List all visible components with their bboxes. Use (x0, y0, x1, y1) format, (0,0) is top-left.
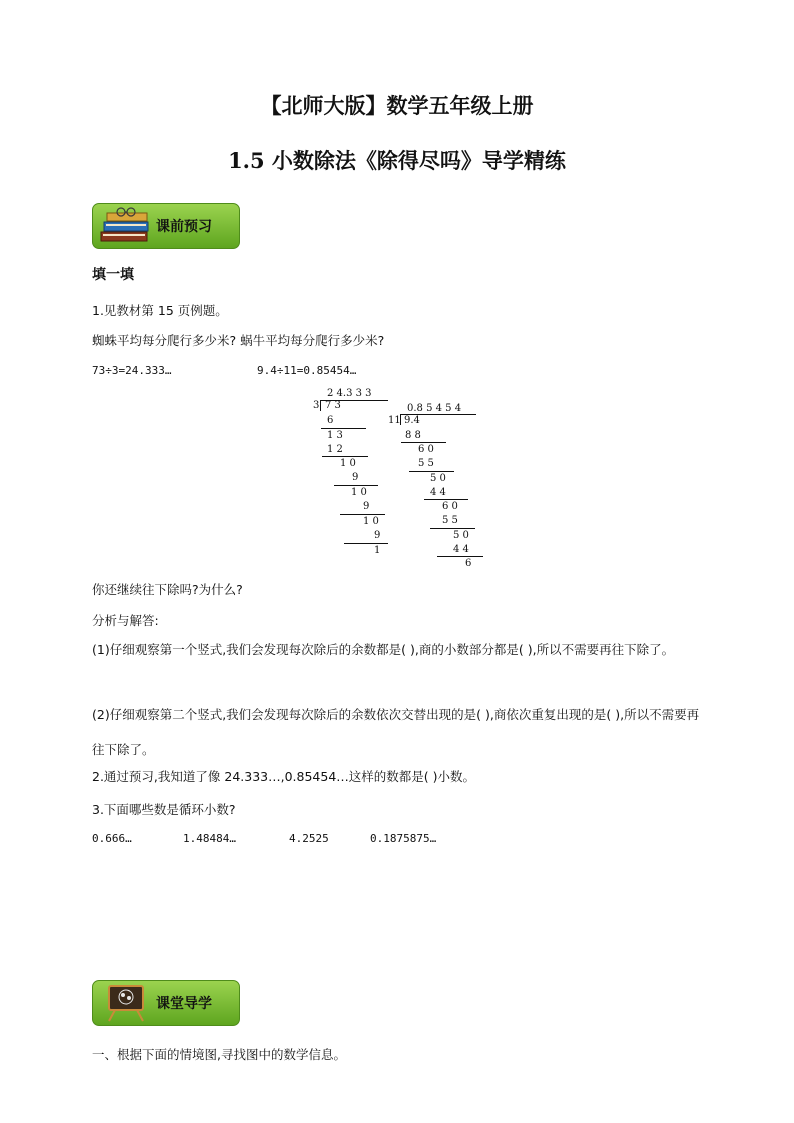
books-icon (99, 207, 155, 245)
ld1-row: 6 (327, 415, 334, 426)
number-item: 4.2525 (289, 832, 329, 845)
analysis-2: (2)仔细观察第二个竖式,我们会发现每次除后的余数依次交替出现的是( ),商依次重复出现的是( ),所以不需要再往下除了。 (92, 707, 700, 757)
ld1-line (340, 514, 385, 515)
ld1-dividend: 7 3 (325, 400, 341, 411)
ld1-row: 1 3 (327, 430, 343, 441)
classroom-badge (92, 980, 240, 1026)
ld2-dividend: 9.4 (404, 415, 420, 426)
ld1-row: 1 0 (363, 516, 379, 527)
analysis-1: (1)仔细观察第一个竖式,我们会发现每次除后的余数都是( ),商的小数部分都是( ),所以不需要再往下除了。 (92, 642, 675, 657)
page-subtitle: 1.5 小数除法《除得尽吗》导学精练 (228, 148, 566, 173)
ld2-row: 6 0 (418, 444, 434, 455)
ld1-row: 9 (352, 472, 359, 483)
ld2-divisor: 11 (388, 415, 401, 426)
ld2-row: 4 4 (453, 544, 469, 555)
equation-2: 9.4÷11=0.85454… (257, 364, 357, 377)
ld2-line (409, 471, 454, 472)
number-item: 0.666… (92, 832, 132, 845)
ld2-line (430, 528, 475, 529)
ld1-line (344, 543, 388, 544)
ld1-quotient: 2 4.3 3 3 (327, 388, 372, 399)
classroom-badge-label: 课堂导学 (156, 996, 212, 1012)
ld1-divisor: 3 (313, 400, 320, 411)
number-item: 0.1875875… (370, 832, 437, 845)
analysis-heading: 分析与解答: (92, 613, 159, 628)
question-3: 3.下面哪些数是循环小数? (92, 802, 236, 817)
number-item: 1.48484… (183, 832, 236, 845)
ld2-row: 6 (465, 558, 472, 569)
preview-badge (92, 203, 240, 249)
ld1-row: 1 0 (340, 458, 356, 469)
ld1-row: 9 (363, 501, 370, 512)
question-2: 2.通过预习,我知道了像 24.333…,0.85454…这样的数都是( )小数。 (92, 769, 476, 784)
ld2-row: 8 8 (405, 430, 421, 441)
ld2-row: 4 4 (430, 487, 446, 498)
ld1-line (321, 428, 366, 429)
ld2-row: 6 0 (442, 501, 458, 512)
continue-question: 你还继续往下除吗?为什么? (92, 582, 243, 597)
ld2-line (401, 442, 446, 443)
ld1-line (322, 456, 368, 457)
ld1-row: 9 (374, 530, 381, 541)
ld2-quotient: 0.8 5 4 5 4 (407, 403, 462, 414)
ld2-row: 5 0 (453, 530, 469, 541)
ld1-row: 1 2 (327, 444, 343, 455)
ld1-row: 1 0 (351, 487, 367, 498)
page-title: 【北师大版】数学五年级上册 (260, 93, 534, 118)
preview-badge-label: 课前预习 (156, 219, 212, 235)
chalkboard-icon (99, 984, 155, 1022)
ld1-line (334, 485, 378, 486)
ld1-row: 1 (374, 545, 381, 556)
ld2-row: 5 0 (430, 473, 446, 484)
q1-questions: 蜘蛛平均每分爬行多少米? 蜗牛平均每分爬行多少米? (92, 333, 385, 348)
section-heading: 填一填 (92, 267, 134, 283)
ld1-bracket-side (320, 400, 321, 411)
ld2-row: 5 5 (418, 458, 434, 469)
ld2-line (437, 556, 483, 557)
section2-question-1: 一、根据下面的情境图,寻找图中的数学信息。 (92, 1047, 346, 1062)
ld2-row: 5 5 (442, 515, 458, 526)
q1-intro: 1.见教材第 15 页例题。 (92, 303, 228, 318)
ld2-line (424, 499, 468, 500)
equation-1: 73÷3=24.333… (92, 364, 172, 377)
